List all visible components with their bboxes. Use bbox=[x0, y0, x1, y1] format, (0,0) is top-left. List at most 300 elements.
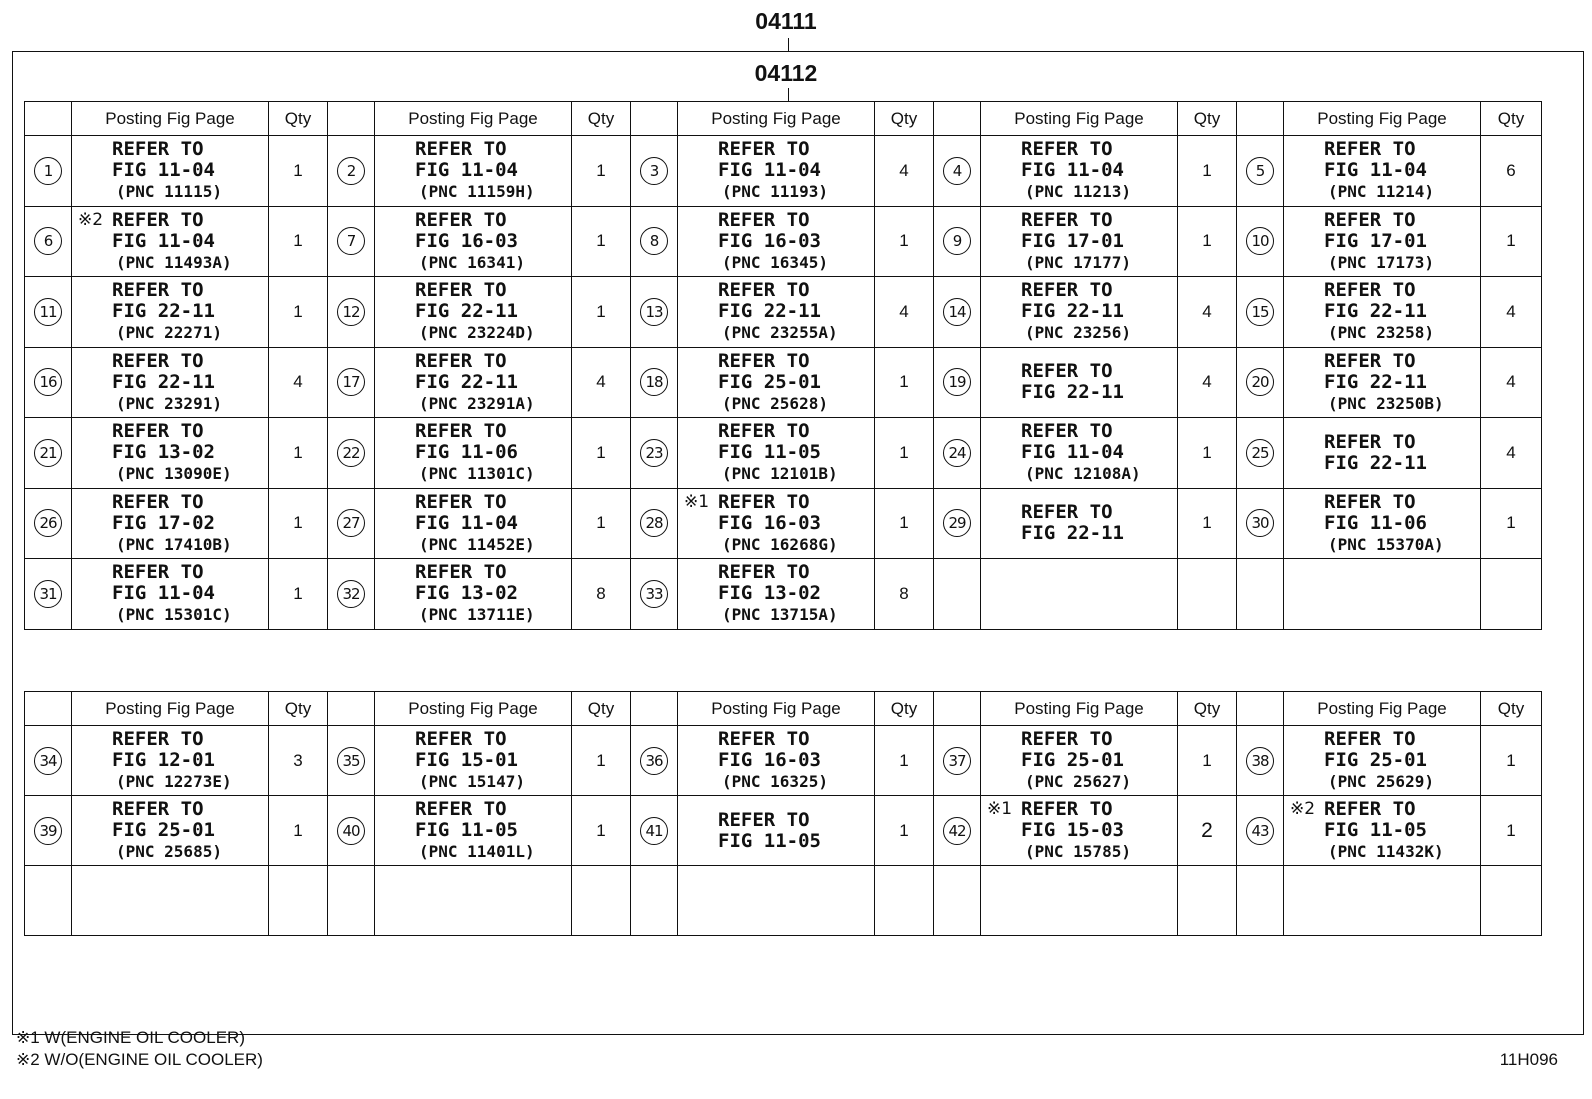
fig-page: FIG 11-04 bbox=[112, 159, 215, 182]
reference-cell bbox=[981, 277, 1178, 348]
item-index-cell bbox=[631, 206, 678, 277]
item-index-cell bbox=[328, 726, 375, 796]
reference-cell bbox=[1284, 726, 1481, 796]
fig-reference[interactable] bbox=[375, 492, 571, 555]
pnc-number: (PNC 15301C) bbox=[116, 605, 232, 625]
quantity-cell bbox=[1481, 726, 1542, 796]
refer-to-label: REFER TO bbox=[718, 279, 810, 302]
pnc-number: (PNC 23258) bbox=[1328, 323, 1434, 343]
refer-to-label: REFER TO bbox=[415, 208, 507, 231]
item-index-cell bbox=[1237, 796, 1284, 866]
quantity-cell bbox=[1178, 206, 1237, 277]
quantity-value: 1 bbox=[1506, 231, 1516, 251]
quantity-cell bbox=[572, 866, 631, 936]
item-number-badge: 3 bbox=[640, 157, 668, 185]
item-number-badge: 32 bbox=[337, 580, 365, 608]
pnc-number: (PNC 23250B) bbox=[1328, 393, 1444, 413]
fig-page: FIG 17-01 bbox=[1021, 229, 1124, 252]
refer-to-label: REFER TO bbox=[112, 420, 204, 443]
refer-to-label: REFER TO bbox=[1324, 798, 1416, 820]
item-number-badge: 4 bbox=[943, 157, 971, 185]
fig-page: FIG 13-02 bbox=[112, 441, 215, 464]
pnc-number: (PNC 25685) bbox=[116, 842, 222, 861]
quantity-value: 4 bbox=[1202, 301, 1212, 321]
item-index-cell bbox=[328, 796, 375, 866]
fig-page: FIG 11-04 bbox=[415, 511, 518, 534]
quantity-cell bbox=[1178, 559, 1237, 630]
fig-reference[interactable] bbox=[375, 210, 571, 273]
quantity-value: 1 bbox=[293, 231, 303, 251]
table-row bbox=[25, 206, 1542, 277]
quantity-cell bbox=[269, 559, 328, 630]
pnc-number: (PNC 16341) bbox=[419, 252, 525, 272]
fig-page: FIG 25-01 bbox=[1021, 749, 1124, 771]
table-row bbox=[25, 418, 1542, 489]
fig-reference[interactable] bbox=[678, 139, 874, 202]
quantity-cell bbox=[1481, 136, 1542, 207]
fig-page: FIG 15-01 bbox=[415, 749, 518, 771]
refer-to-label: REFER TO bbox=[112, 349, 204, 372]
item-index-cell bbox=[328, 418, 375, 489]
quantity-value: 1 bbox=[899, 372, 909, 392]
item-number-badge: 37 bbox=[943, 747, 971, 775]
header-posting-fig-page: Posting Fig Page bbox=[72, 692, 269, 726]
pnc-number: (PNC 11214) bbox=[1328, 182, 1434, 202]
item-index-cell bbox=[328, 559, 375, 630]
item-index-cell bbox=[631, 136, 678, 207]
item-index-cell bbox=[631, 559, 678, 630]
fig-reference[interactable] bbox=[72, 799, 268, 862]
item-index-cell bbox=[1237, 726, 1284, 796]
fig-page: FIG 22-11 bbox=[1021, 522, 1124, 545]
item-index-cell bbox=[934, 866, 981, 936]
refer-to-label: REFER TO bbox=[718, 561, 810, 584]
fig-reference[interactable] bbox=[1284, 432, 1480, 474]
quantity-cell bbox=[1178, 866, 1237, 936]
item-number-badge: 33 bbox=[640, 580, 668, 608]
reference-cell bbox=[375, 347, 572, 418]
quantity-cell bbox=[269, 726, 328, 796]
quantity-value: 2 bbox=[1201, 818, 1213, 842]
pnc-number: (PNC 17410B) bbox=[116, 534, 232, 554]
fig-reference[interactable] bbox=[1284, 280, 1480, 343]
fig-reference[interactable] bbox=[72, 280, 268, 343]
fig-reference[interactable] bbox=[1284, 799, 1480, 862]
reference-cell bbox=[981, 206, 1178, 277]
fig-reference[interactable] bbox=[375, 139, 571, 202]
footnote-mark: ※1 bbox=[987, 799, 1013, 819]
fig-reference[interactable] bbox=[375, 280, 571, 343]
fig-reference[interactable] bbox=[72, 492, 268, 555]
quantity-value: 1 bbox=[899, 513, 909, 533]
item-number-badge: 27 bbox=[337, 509, 365, 537]
item-number-badge: 7 bbox=[337, 227, 365, 255]
header-index bbox=[934, 102, 981, 136]
quantity-value: 1 bbox=[293, 820, 303, 840]
fig-reference[interactable] bbox=[375, 351, 571, 414]
header-posting-fig-page: Posting Fig Page bbox=[981, 102, 1178, 136]
pnc-number: (PNC 22271) bbox=[116, 323, 222, 343]
fig-reference[interactable] bbox=[1284, 492, 1480, 555]
refer-to-label: REFER TO bbox=[1021, 279, 1113, 302]
quantity-value: 1 bbox=[596, 442, 606, 462]
legend-note-2: ※2 W/O(ENGINE OIL COOLER) bbox=[16, 1050, 263, 1069]
quantity-value: 4 bbox=[1506, 301, 1516, 321]
item-index-cell bbox=[25, 866, 72, 936]
header-posting-fig-page: Posting Fig Page bbox=[375, 102, 572, 136]
fig-reference[interactable] bbox=[981, 361, 1177, 403]
table-row bbox=[25, 796, 1542, 866]
quantity-cell bbox=[1178, 796, 1237, 866]
quantity-cell bbox=[269, 796, 328, 866]
table-row bbox=[25, 136, 1542, 207]
fig-page: FIG 22-11 bbox=[112, 370, 215, 393]
fig-reference[interactable] bbox=[981, 280, 1177, 343]
header-index bbox=[328, 692, 375, 726]
reference-cell bbox=[678, 418, 875, 489]
item-number-badge: 30 bbox=[1246, 509, 1274, 537]
reference-cell bbox=[1284, 488, 1481, 559]
fig-reference[interactable] bbox=[1284, 729, 1480, 792]
fig-reference[interactable] bbox=[981, 502, 1177, 544]
pnc-number: (PNC 25629) bbox=[1328, 772, 1434, 791]
refer-to-label: REFER TO bbox=[718, 208, 810, 231]
fig-reference[interactable] bbox=[1284, 139, 1480, 202]
quantity-value: 4 bbox=[899, 301, 909, 321]
quantity-cell bbox=[572, 277, 631, 348]
pnc-number: (PNC 15785) bbox=[1025, 842, 1131, 861]
item-index-cell bbox=[25, 277, 72, 348]
item-index-cell bbox=[631, 866, 678, 936]
refer-to-label: REFER TO bbox=[718, 138, 810, 161]
quantity-value: 8 bbox=[596, 583, 606, 603]
quantity-value: 1 bbox=[293, 442, 303, 462]
fig-reference[interactable] bbox=[678, 810, 874, 852]
header-index bbox=[25, 102, 72, 136]
quantity-cell bbox=[1178, 347, 1237, 418]
header-qty: Qty bbox=[1178, 692, 1237, 726]
quantity-value: 1 bbox=[293, 160, 303, 180]
fig-page: FIG 11-04 bbox=[1021, 159, 1124, 182]
item-index-cell bbox=[25, 418, 72, 489]
reference-cell bbox=[1284, 136, 1481, 207]
fig-reference[interactable] bbox=[678, 351, 874, 414]
quantity-value: 1 bbox=[1202, 750, 1212, 770]
item-index-cell bbox=[934, 796, 981, 866]
quantity-cell bbox=[269, 418, 328, 489]
quantity-value: 3 bbox=[293, 750, 303, 770]
refer-to-label: REFER TO bbox=[1021, 501, 1113, 524]
item-index-cell bbox=[1237, 277, 1284, 348]
fig-page: FIG 16-03 bbox=[415, 229, 518, 252]
leader-line-outer bbox=[788, 38, 789, 51]
reference-cell bbox=[678, 347, 875, 418]
reference-cell bbox=[375, 726, 572, 796]
quantity-cell bbox=[875, 136, 934, 207]
item-number-badge: 19 bbox=[943, 368, 971, 396]
fig-reference[interactable] bbox=[72, 139, 268, 202]
fig-reference[interactable] bbox=[72, 210, 268, 273]
quantity-value: 4 bbox=[1202, 372, 1212, 392]
refer-to-label: REFER TO bbox=[112, 279, 204, 302]
fig-page: FIG 12-01 bbox=[112, 749, 215, 771]
item-number-badge: 40 bbox=[337, 817, 365, 845]
item-index-cell bbox=[1237, 559, 1284, 630]
refer-to-label: REFER TO bbox=[415, 490, 507, 513]
fig-reference[interactable] bbox=[375, 729, 571, 792]
quantity-value: 1 bbox=[1506, 820, 1516, 840]
item-number-badge: 25 bbox=[1246, 439, 1274, 467]
item-number-badge: 20 bbox=[1246, 368, 1274, 396]
refer-to-label: REFER TO bbox=[718, 420, 810, 443]
item-number-badge: 16 bbox=[34, 368, 62, 396]
refer-to-label: REFER TO bbox=[415, 138, 507, 161]
fig-page: FIG 22-11 bbox=[112, 300, 215, 323]
reference-cell bbox=[72, 347, 269, 418]
pnc-number: (PNC 17173) bbox=[1328, 252, 1434, 272]
refer-to-label: REFER TO bbox=[112, 138, 204, 161]
header-posting-fig-page: Posting Fig Page bbox=[1284, 102, 1481, 136]
fig-reference[interactable] bbox=[981, 421, 1177, 484]
item-index-cell bbox=[934, 136, 981, 207]
fig-reference[interactable] bbox=[375, 799, 571, 862]
pnc-number: (PNC 25628) bbox=[722, 393, 828, 413]
quantity-cell bbox=[1481, 277, 1542, 348]
pnc-number: (PNC 11193) bbox=[722, 182, 828, 202]
reference-cell bbox=[1284, 418, 1481, 489]
quantity-cell bbox=[572, 136, 631, 207]
pnc-number: (PNC 12101B) bbox=[722, 464, 838, 484]
quantity-cell bbox=[269, 277, 328, 348]
fig-page: FIG 22-11 bbox=[415, 370, 518, 393]
reference-cell bbox=[981, 559, 1178, 630]
header-qty: Qty bbox=[1481, 692, 1542, 726]
quantity-cell bbox=[875, 206, 934, 277]
pnc-number: (PNC 11301C) bbox=[419, 464, 535, 484]
quantity-value: 1 bbox=[596, 160, 606, 180]
reference-cell bbox=[981, 488, 1178, 559]
refer-to-label: REFER TO bbox=[112, 490, 204, 513]
item-number-badge: 24 bbox=[943, 439, 971, 467]
refer-to-label: REFER TO bbox=[415, 420, 507, 443]
header-posting-fig-page: Posting Fig Page bbox=[72, 102, 269, 136]
reference-cell bbox=[72, 796, 269, 866]
footnote-mark: ※2 bbox=[78, 209, 104, 230]
item-number-badge: 14 bbox=[943, 298, 971, 326]
fig-page: FIG 11-05 bbox=[718, 441, 821, 464]
fig-reference[interactable] bbox=[375, 562, 571, 625]
quantity-cell bbox=[572, 726, 631, 796]
header-index bbox=[25, 692, 72, 726]
fig-page: FIG 16-03 bbox=[718, 511, 821, 534]
quantity-cell bbox=[1481, 418, 1542, 489]
fig-page: FIG 11-04 bbox=[112, 229, 215, 252]
pnc-number: (PNC 15147) bbox=[419, 772, 525, 791]
quantity-cell bbox=[269, 866, 328, 936]
item-index-cell bbox=[934, 726, 981, 796]
table-row bbox=[25, 866, 1542, 936]
fig-reference[interactable] bbox=[72, 351, 268, 414]
quantity-cell bbox=[1481, 347, 1542, 418]
pnc-number: (PNC 16268G) bbox=[722, 534, 838, 554]
fig-reference[interactable] bbox=[678, 492, 874, 555]
fig-reference[interactable] bbox=[375, 421, 571, 484]
fig-reference[interactable] bbox=[72, 421, 268, 484]
reference-cell bbox=[72, 136, 269, 207]
reference-cell bbox=[678, 866, 875, 936]
fig-page: FIG 11-04 bbox=[112, 582, 215, 605]
reference-cell bbox=[375, 206, 572, 277]
item-index-cell bbox=[1237, 488, 1284, 559]
refer-to-label: REFER TO bbox=[112, 208, 204, 231]
quantity-value: 1 bbox=[293, 301, 303, 321]
fig-reference[interactable] bbox=[981, 799, 1177, 862]
header-qty: Qty bbox=[1178, 102, 1237, 136]
quantity-value: 1 bbox=[596, 513, 606, 533]
fig-page: FIG 17-02 bbox=[112, 511, 215, 534]
item-index-cell bbox=[631, 347, 678, 418]
header-qty: Qty bbox=[572, 102, 631, 136]
item-number-badge: 8 bbox=[640, 227, 668, 255]
fig-page: FIG 11-06 bbox=[1324, 511, 1427, 534]
fig-reference[interactable] bbox=[678, 210, 874, 273]
item-number-badge: 17 bbox=[337, 368, 365, 396]
fig-reference[interactable] bbox=[678, 562, 874, 625]
reference-cell bbox=[678, 488, 875, 559]
refer-to-label: REFER TO bbox=[415, 349, 507, 372]
quantity-cell bbox=[1481, 796, 1542, 866]
fig-reference[interactable] bbox=[1284, 210, 1480, 273]
quantity-cell bbox=[572, 347, 631, 418]
quantity-value: 1 bbox=[596, 231, 606, 251]
quantity-value: 1 bbox=[899, 750, 909, 770]
reference-cell bbox=[375, 796, 572, 866]
reference-cell bbox=[72, 866, 269, 936]
item-number-badge: 35 bbox=[337, 747, 365, 775]
pnc-number: (PNC 15370A) bbox=[1328, 534, 1444, 554]
item-index-cell bbox=[934, 347, 981, 418]
item-index-cell bbox=[328, 347, 375, 418]
pnc-number: (PNC 11432K) bbox=[1328, 842, 1444, 861]
fig-page: FIG 11-05 bbox=[415, 819, 518, 841]
refer-to-label: REFER TO bbox=[1021, 138, 1113, 161]
item-number-badge: 43 bbox=[1246, 817, 1274, 845]
item-number-badge: 5 bbox=[1246, 157, 1274, 185]
reference-cell bbox=[678, 796, 875, 866]
diagram-code: 11H096 bbox=[1499, 1050, 1558, 1069]
item-index-cell bbox=[25, 347, 72, 418]
table-row bbox=[25, 726, 1542, 796]
fig-reference[interactable] bbox=[981, 139, 1177, 202]
reference-cell bbox=[72, 726, 269, 796]
reference-table-1 bbox=[24, 101, 1542, 630]
fig-reference[interactable] bbox=[981, 210, 1177, 273]
fig-reference[interactable] bbox=[981, 729, 1177, 792]
quantity-value: 4 bbox=[1506, 372, 1516, 392]
refer-to-label: REFER TO bbox=[1324, 279, 1416, 302]
item-number-badge: 34 bbox=[34, 747, 62, 775]
header-index bbox=[934, 692, 981, 726]
fig-reference[interactable] bbox=[678, 421, 874, 484]
reference-cell bbox=[981, 136, 1178, 207]
quantity-cell bbox=[1178, 136, 1237, 207]
fig-reference[interactable] bbox=[1284, 351, 1480, 414]
item-index-cell bbox=[1237, 347, 1284, 418]
item-number-badge: 6 bbox=[34, 227, 62, 255]
fig-page: FIG 16-03 bbox=[718, 229, 821, 252]
quantity-cell bbox=[572, 559, 631, 630]
item-number-badge: 36 bbox=[640, 747, 668, 775]
pnc-number: (PNC 12273E) bbox=[116, 772, 232, 791]
fig-reference[interactable] bbox=[678, 280, 874, 343]
fig-page: FIG 22-11 bbox=[1324, 300, 1427, 323]
reference-cell bbox=[1284, 347, 1481, 418]
fig-page: FIG 22-11 bbox=[1021, 300, 1124, 323]
refer-to-label: REFER TO bbox=[415, 798, 507, 820]
reference-table-2 bbox=[24, 691, 1542, 936]
pnc-number: (PNC 25627) bbox=[1025, 772, 1131, 791]
item-index-cell bbox=[934, 559, 981, 630]
item-index-cell bbox=[328, 488, 375, 559]
fig-page: FIG 22-11 bbox=[1021, 381, 1124, 404]
refer-to-label: REFER TO bbox=[1021, 728, 1113, 750]
reference-cell bbox=[981, 726, 1178, 796]
quantity-value: 1 bbox=[596, 301, 606, 321]
fig-reference[interactable] bbox=[72, 562, 268, 625]
quantity-value: 1 bbox=[1202, 513, 1212, 533]
item-number-badge: 41 bbox=[640, 817, 668, 845]
pnc-number: (PNC 13715A) bbox=[722, 605, 838, 625]
reference-cell bbox=[375, 866, 572, 936]
item-number-badge: 29 bbox=[943, 509, 971, 537]
table-row bbox=[25, 559, 1542, 630]
quantity-value: 1 bbox=[899, 442, 909, 462]
reference-cell bbox=[678, 726, 875, 796]
fig-page: FIG 25-01 bbox=[1324, 749, 1427, 771]
fig-page: FIG 13-02 bbox=[415, 582, 518, 605]
reference-cell bbox=[678, 277, 875, 348]
item-index-cell bbox=[934, 418, 981, 489]
item-index-cell bbox=[934, 488, 981, 559]
header-posting-fig-page: Posting Fig Page bbox=[981, 692, 1178, 726]
refer-to-label: REFER TO bbox=[1324, 490, 1416, 513]
quantity-cell bbox=[875, 726, 934, 796]
header-row bbox=[25, 692, 1542, 726]
quantity-value: 1 bbox=[1506, 750, 1516, 770]
quantity-value: 6 bbox=[1506, 160, 1516, 180]
quantity-value: 1 bbox=[596, 820, 606, 840]
header-qty: Qty bbox=[269, 102, 328, 136]
pnc-number: (PNC 23224D) bbox=[419, 323, 535, 343]
item-index-cell bbox=[328, 206, 375, 277]
quantity-value: 1 bbox=[1506, 513, 1516, 533]
fig-page: FIG 11-05 bbox=[718, 829, 821, 852]
footnote-mark: ※1 bbox=[684, 491, 710, 512]
quantity-value: 1 bbox=[1202, 160, 1212, 180]
quantity-cell bbox=[269, 136, 328, 207]
refer-to-label: REFER TO bbox=[1021, 798, 1113, 820]
reference-cell bbox=[678, 136, 875, 207]
quantity-cell bbox=[572, 418, 631, 489]
refer-to-label: REFER TO bbox=[1021, 420, 1113, 443]
quantity-cell bbox=[572, 796, 631, 866]
pnc-number: (PNC 16325) bbox=[722, 772, 828, 791]
fig-reference[interactable] bbox=[678, 729, 874, 792]
item-number-badge: 1 bbox=[34, 157, 62, 185]
fig-reference[interactable] bbox=[72, 729, 268, 792]
quantity-value: 4 bbox=[1506, 442, 1516, 462]
item-index-cell bbox=[1237, 136, 1284, 207]
